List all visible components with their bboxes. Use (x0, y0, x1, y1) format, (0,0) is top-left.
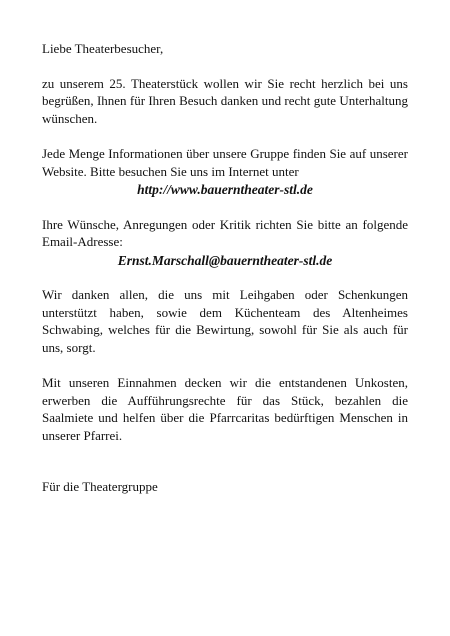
website-url: http://www.bauerntheater-stl.de (137, 182, 313, 197)
paragraph-feedback: Ihre Wünsche, Anregungen oder Kritik richten Sie bitte an folgende Email-Adresse: (42, 216, 408, 249)
email-address: Ernst.Marschall@bauerntheater-stl.de (117, 252, 333, 268)
paragraph-thanks: Wir danken allen, die uns mit Leihgaben oder Schenkungen unterstützt haben, sowie dem Küchenteam des Altenheimes Schwabing, welches für die Bewirtung, sowohl für Sie als auch für uns, sorgt. (42, 287, 408, 355)
paragraph-welcome: zu unserem 25. Theaterstück wollen wir Sie recht herzlich bei uns begrüßen, Ihnen für Ihren Besuch danken und recht gute Unterhaltung wünschen. (42, 75, 408, 126)
paragraph-income: Mit unseren Einnahmen decken wir die entstandenen Unkosten, erwerben die Aufführungsrechte für das Stück, bezahlen die Saalmiete und helfen über die Pfarrcaritas bedürftigen Menschen in unserer Pfarrei. (42, 375, 408, 443)
signoff: Für die Theatergruppe (42, 479, 158, 494)
salutation: Liebe Theaterbesucher, (42, 41, 164, 56)
paragraph-website: Jede Menge Informationen über unsere Gruppe finden Sie auf unserer Website. Bitte besuchen Sie uns im Internet unter (42, 146, 408, 179)
